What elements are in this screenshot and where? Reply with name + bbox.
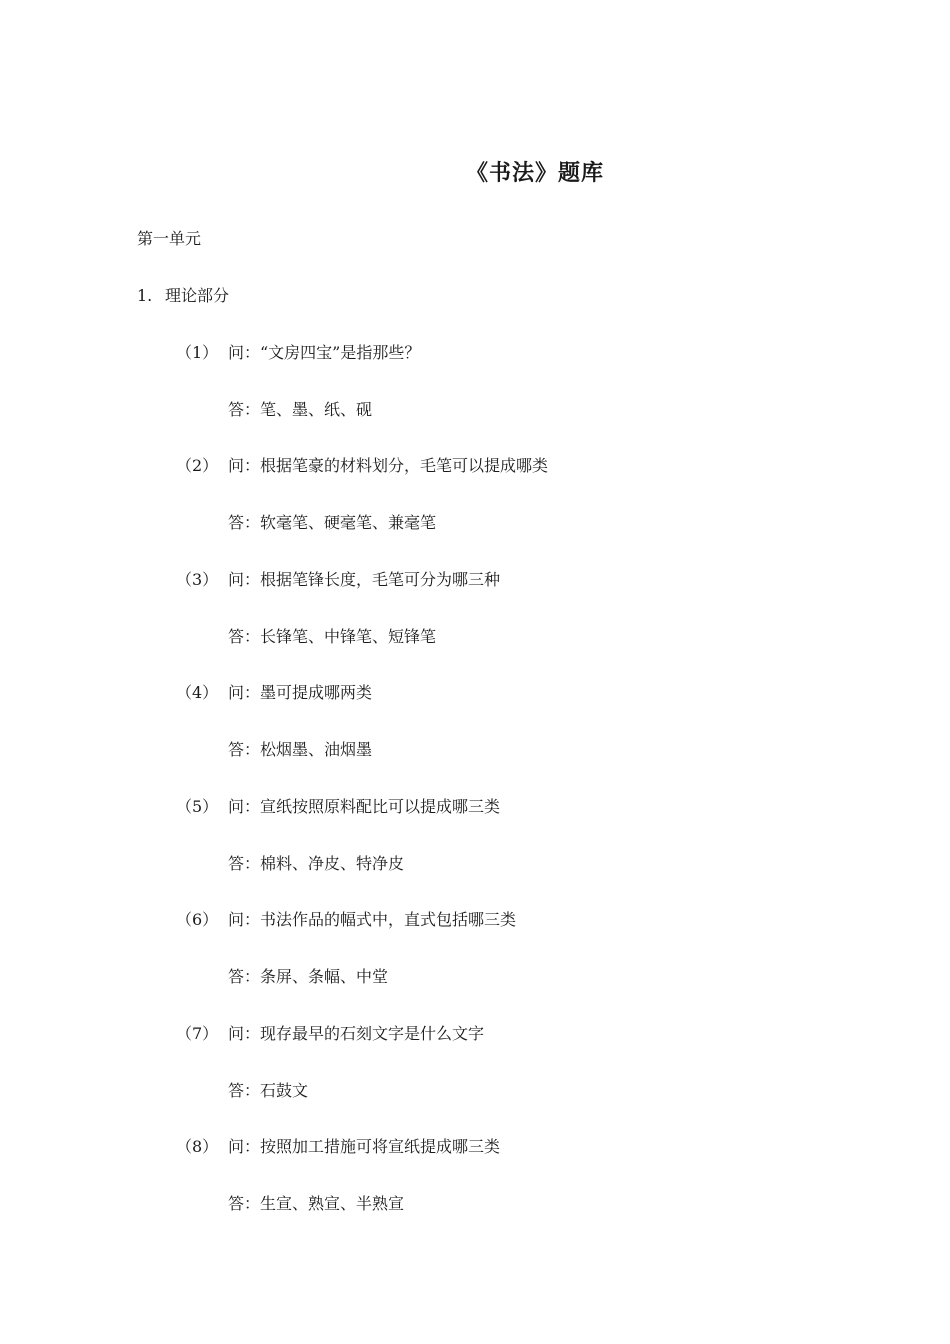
question-text: 问：书法作品的幅式中，直式包括哪三类 <box>228 910 517 929</box>
question-text: 问：墨可提成哪两类 <box>228 683 373 702</box>
question-text: 问：现存最早的石刻文字是什么文字 <box>228 1024 485 1043</box>
question-text: 问：根据笔锋长度，毛笔可分为哪三种 <box>228 570 501 589</box>
answer-text: 答：长锋笔、中锋笔、短锋笔 <box>228 627 437 646</box>
document-title: 《书法》题库 <box>465 160 604 186</box>
answer-text: 答：条屏、条幅、中堂 <box>228 967 389 986</box>
question-text: 问：宣纸按照原料配比可以提成哪三类 <box>228 797 501 816</box>
section-heading <box>137 285 229 307</box>
answer-text: 答：棉料、净皮、特净皮 <box>228 854 405 873</box>
unit-heading: 第一单元 <box>137 229 202 248</box>
question-text: 问：“文房四宝”是指那些？ <box>228 343 421 362</box>
question-number: （6） <box>176 910 219 929</box>
answer-text: 答：石鼓文 <box>228 1081 309 1100</box>
question-number: （7） <box>176 1024 219 1043</box>
question-number: （2） <box>176 456 219 475</box>
question-text: 问：根据笔豪的材料划分，毛笔可以提成哪类 <box>228 456 549 475</box>
section-number: 1. <box>137 286 153 305</box>
question-number: （1） <box>176 343 219 362</box>
answer-text: 答：笔、墨、纸、砚 <box>228 400 373 419</box>
answer-text: 答：松烟墨、油烟墨 <box>228 740 373 759</box>
question-number: （4） <box>176 683 219 702</box>
question-number: （3） <box>176 570 219 589</box>
question-number: （8） <box>176 1137 219 1156</box>
answer-text: 答：软毫笔、硬毫笔、兼毫笔 <box>228 513 437 532</box>
section-label: 理论部分 <box>165 286 230 305</box>
question-text: 问：按照加工措施可将宣纸提成哪三类 <box>228 1137 501 1156</box>
question-number: （5） <box>176 797 219 816</box>
answer-text: 答：生宣、熟宣、半熟宣 <box>228 1194 405 1213</box>
